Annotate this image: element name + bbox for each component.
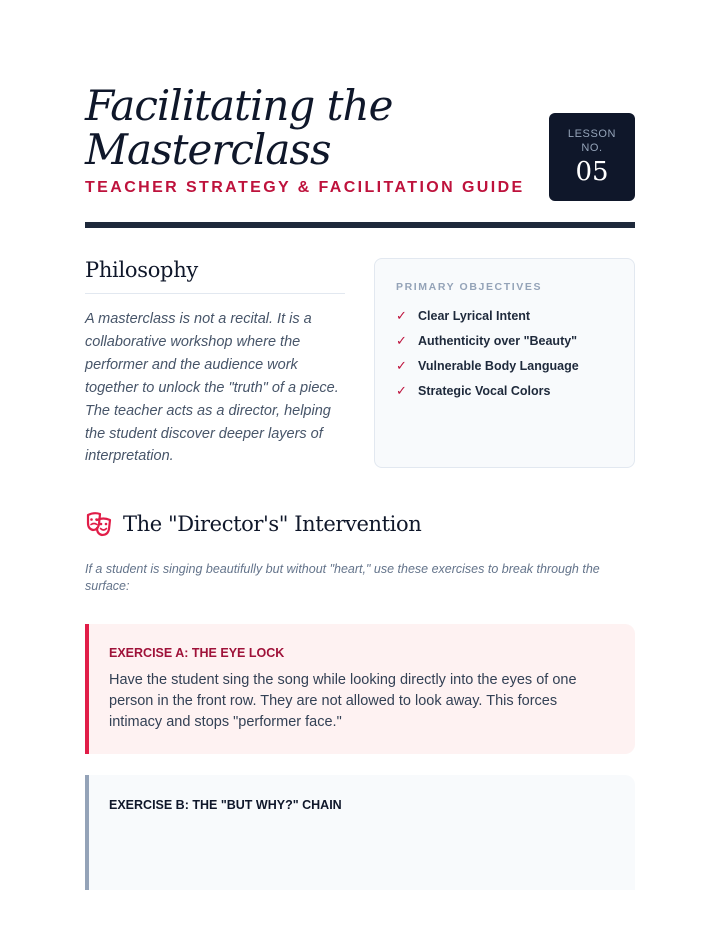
check-icon: ✓ xyxy=(396,308,407,323)
objectives-card xyxy=(374,258,635,468)
intervention-subtitle: If a student is singing beautifully but without "heart," use these exercises to break through the surface: xyxy=(85,562,600,593)
lesson-label: LESSON NO. xyxy=(567,128,617,154)
objective-label: Authenticity over "Beauty" xyxy=(418,334,578,348)
exercise-a-title: EXERCISE A: THE EYE LOCK xyxy=(109,646,285,660)
objective-label: Vulnerable Body Language xyxy=(418,359,579,373)
exercise-b-card xyxy=(85,775,635,890)
philosophy-divider xyxy=(85,293,345,294)
objectives-list xyxy=(396,308,579,408)
objective-label: Clear Lyrical Intent xyxy=(418,309,531,323)
exercise-a-card xyxy=(85,624,635,754)
document-subtitle: TEACHER STRATEGY & FACILITATION GUIDE xyxy=(85,179,525,196)
document-title: Facilitating the Masterclass xyxy=(85,81,393,174)
check-icon: ✓ xyxy=(396,333,407,348)
philosophy-heading: Philosophy xyxy=(85,258,198,282)
exercise-b-title: EXERCISE B: THE "BUT WHY?" CHAIN xyxy=(109,798,342,812)
philosophy-body: A masterclass is not a recital. It is a collaborative workshop where the performer and the audience work together to unlock the "truth" of a piece. The teacher acts as a director, helping the student discover deeper layers of interpretation. xyxy=(85,311,339,465)
objective-label: Strategic Vocal Colors xyxy=(418,384,551,398)
objective-item xyxy=(396,333,579,358)
check-icon: ✓ xyxy=(396,383,407,398)
objective-item xyxy=(396,383,579,408)
objective-item xyxy=(396,308,579,333)
lesson-number: 05 xyxy=(575,157,609,187)
lesson-badge xyxy=(549,113,635,201)
intervention-heading: The "Director's" Intervention xyxy=(123,512,422,536)
objective-item xyxy=(396,358,579,383)
theater-masks-icon xyxy=(85,510,113,538)
header-rule xyxy=(85,222,635,228)
objectives-heading: PRIMARY OBJECTIVES xyxy=(396,281,543,293)
check-icon: ✓ xyxy=(396,358,407,373)
exercise-a-body: Have the student sing the song while looking directly into the eyes of one person in the front row. They are not allowed to look away. This forces intimacy and stops "performer face." xyxy=(109,672,577,730)
